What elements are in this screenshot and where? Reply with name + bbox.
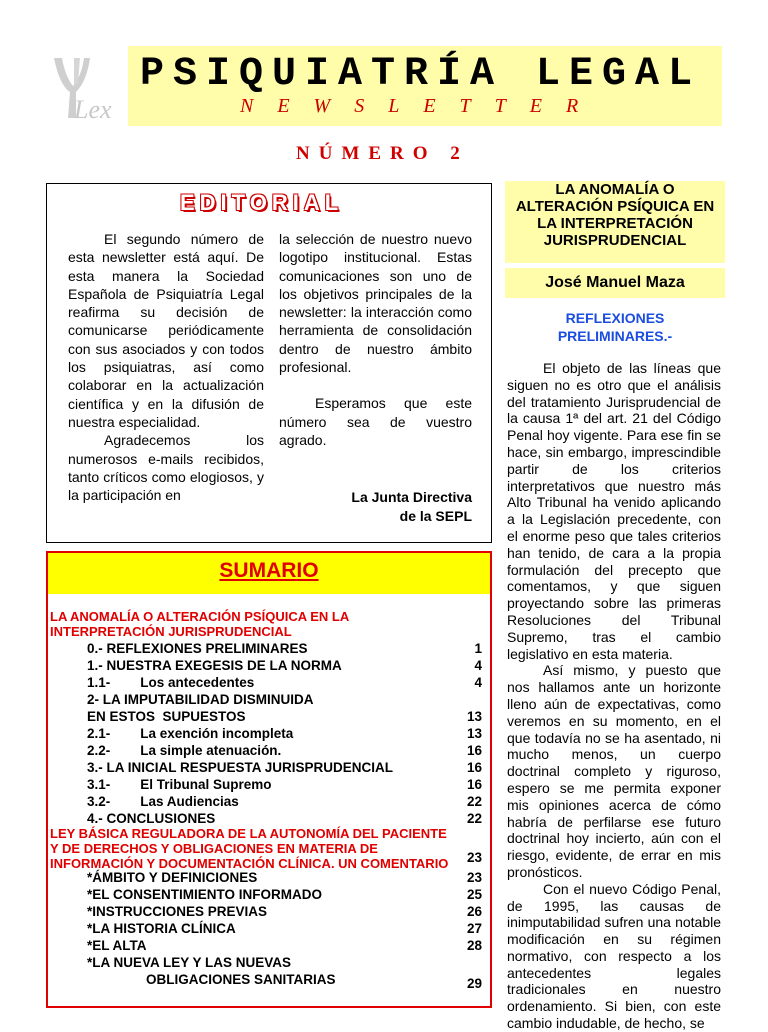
editorial-paragraph: Agradecemos los numerosos e-mails recibidos, tanto críticos como elogiosos, y la participación en bbox=[68, 432, 264, 504]
editorial-paragraph: Esperamos que este número sea de vuestro agrado. bbox=[279, 395, 472, 448]
toc-item[interactable]: 2.1- La exención incompleta 13 bbox=[87, 726, 482, 741]
sumario-title: SUMARIO bbox=[219, 559, 319, 582]
editorial-paragraph: la selección de nuestro nuevo logotipo institucional. Estas comunicaciones son uno de los objetivos principales de la newsletter: la interacción como herramienta de consolidación dentro de nuestro ámbito profesional. bbox=[279, 231, 472, 376]
issue-number: NÚMERO 2 bbox=[296, 143, 469, 164]
toc-item[interactable]: EN ESTOS SUPUESTOS 13 bbox=[87, 709, 482, 724]
editorial-column-2 bbox=[279, 230, 472, 449]
toc-item[interactable]: *EL ALTA 28 bbox=[87, 938, 482, 953]
toc-item[interactable]: 3.2- Las Audiencias 22 bbox=[87, 794, 482, 809]
article-title: LA ANOMALÍA O ALTERACIÓN PSÍQUICA EN LA INTERPRETACIÓN JURISPRUDENCIAL bbox=[515, 181, 715, 249]
toc-page-number: 23 bbox=[466, 850, 482, 865]
article-paragraph: El objeto de las líneas que siguen no es otro que el análisis del tratamiento Jurisprudencial de la causa 1ª del art. 21 del Código Penal hoy vigente. Para ese fin se hace, sin embargo, imprescindible partir de los criterios interpretativos que nuestro más Alto Tribunal ha venido aplicando a la Legislación precedente, con el enorme peso que tales criterios han tenido, de cara a la propia formulación del precepto que comentamos, y que siguen proyectando sobre las primeras Resoluciones del Tribunal Supremo, tras el cambio legislativo en esta materia. bbox=[507, 360, 721, 662]
toc-item[interactable]: 3.- LA INICIAL RESPUESTA JURISPRUDENCIAL 16 bbox=[87, 760, 482, 775]
toc-item[interactable]: 0.- REFLEXIONES PRELIMINARES 1 bbox=[87, 641, 482, 656]
toc-item[interactable]: *LA NUEVA LEY Y LAS NUEVAS bbox=[87, 955, 292, 970]
section-heading: REFLEXIONES PRELIMINARES.- bbox=[557, 310, 673, 344]
svg-text:Lex: Lex bbox=[74, 95, 112, 124]
signature-line: La Junta Directiva bbox=[351, 489, 472, 505]
newsletter-subtitle: NEWSLETTER bbox=[240, 95, 603, 117]
toc-item[interactable]: 2.2- La simple atenuación. 16 bbox=[87, 743, 482, 758]
toc-item[interactable]: 3.1- El Tribunal Supremo 16 bbox=[87, 777, 482, 792]
editorial-signature bbox=[279, 488, 472, 526]
article-paragraph: Con el nuevo Código Penal, de 1995, las causas de inimputabilidad sufren una notable modificación en su régimen normativo, con respecto a los antecedentes legales tradicionales en nuestro ordenamiento. Si bien, con este cambio indudable, de hecho, se bbox=[507, 880, 721, 1032]
toc-item[interactable]: 1.- NUESTRA EXEGESIS DE LA NORMA 4 bbox=[87, 658, 482, 673]
toc-item[interactable]: 2- LA IMPUTABILIDAD DISMINUIDA bbox=[87, 692, 314, 707]
toc-item[interactable]: *ÁMBITO Y DEFINICIONES 23 bbox=[87, 870, 482, 885]
article-author: José Manuel Maza bbox=[545, 274, 685, 291]
toc-item[interactable]: *INSTRUCCIONES PREVIAS 26 bbox=[87, 904, 482, 919]
toc-item[interactable]: *EL CONSENTIMIENTO INFORMADO 25 bbox=[87, 887, 482, 902]
newsletter-title: PSIQUIATRÍA LEGAL bbox=[140, 52, 702, 97]
toc-item[interactable]: 4.- CONCLUSIONES 22 bbox=[87, 811, 482, 826]
toc-section-heading: LA ANOMALÍA O ALTERACIÓN PSÍQUICA EN LA INTERPRETACIÓN JURISPRUDENCIAL bbox=[50, 609, 349, 639]
toc-section-heading: LEY BÁSICA REGULADORA DE LA AUTONOMÍA DEL PACIENTE Y DE DERECHOS Y OBLIGACIONES EN MATERIA DE INFORMACIÓN Y DOCUMENTACIÓN CLÍNICA. UN COMENTARIO bbox=[50, 826, 449, 871]
signature-line: de la SEPL bbox=[399, 508, 472, 524]
toc-item[interactable]: *LA HISTORIA CLÍNICA 27 bbox=[87, 921, 482, 936]
editorial-paragraph: El segundo número de esta newsletter está aquí. De esta manera la Sociedad Española de Psiquiatría Legal reafirma su decisión de comunicarse periódicamente con sus asociados y con todos los psiquiatras, así como colaborar en la actualización científica y en la difusión de nuestra especialidad. bbox=[68, 231, 264, 430]
editorial-heading: EDITORIAL bbox=[180, 190, 344, 215]
article-paragraph: Así mismo, y puesto que nos hallamos ante un horizonte lleno aún de expectativas, como veremos en su momento, en el que todavía no se ha asentado, ni mucho menos, un cuerpo doctrinal completo y riguroso, espero se me permita exponer mis opiniones acerca de cómo habría de perfilarse ese futuro doctrinal hoy incierto, aún con el riesgo, evidente, de errar en mis pronósticos. bbox=[507, 662, 721, 880]
toc-item[interactable]: OBLIGACIONES SANITARIAS 29 bbox=[146, 972, 482, 991]
toc-item[interactable]: 1.1- Los antecedentes 4 bbox=[87, 675, 482, 690]
sepl-logo bbox=[44, 48, 128, 124]
editorial-column-1 bbox=[68, 230, 264, 504]
article-body bbox=[507, 360, 721, 1032]
